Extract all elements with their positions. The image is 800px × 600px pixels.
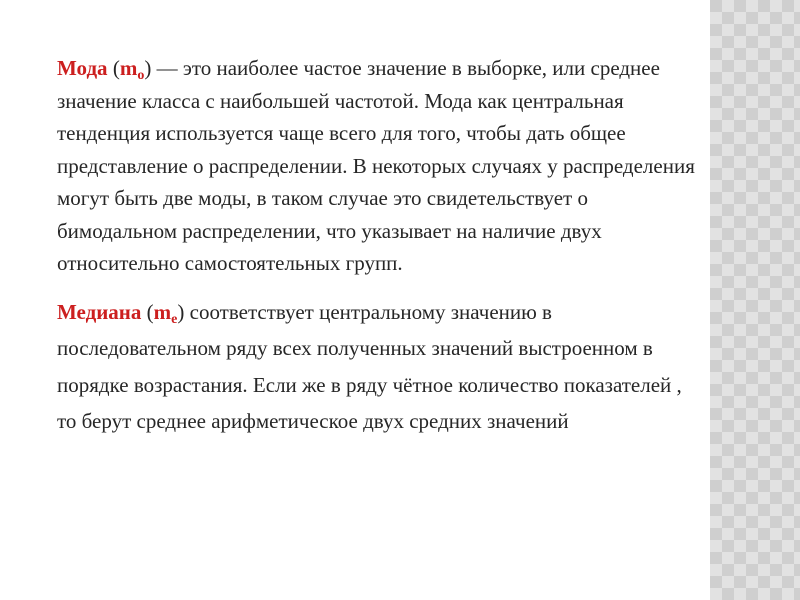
mode-symbol: m [119, 56, 138, 80]
mode-close-paren: ) [144, 56, 152, 80]
mode-subscript: o [137, 68, 145, 83]
median-term: Медиана [57, 299, 142, 324]
median-symbol: m [153, 299, 172, 324]
median-definition-text: соответствует центральному значению в последовательном ряду всех полученных значений выстроенном в порядке возрастания. Если же в ряду чётное количество показателей , то берут среднее арифметическое двух средних значений [57, 299, 682, 433]
decorative-side-pattern [710, 0, 800, 600]
median-paragraph [57, 294, 697, 440]
mode-term: Мода [57, 56, 108, 80]
mode-open-paren: ( [107, 56, 120, 80]
mode-paragraph [57, 52, 697, 280]
median-subscript: e [171, 311, 178, 327]
median-open-paren: ( [141, 299, 154, 324]
mode-definition-text: — это наиболее частое значение в выборке, или среднее значение класса с наибольшей частотой. Мода как центральная тенденция используется чаще всего для того, чтобы дать общее представление о распределении. В некоторых случаях у распределения могут быть две моды, в таком случае это свидетельствует о бимодальном распределении, что указывает на наличие двух относительно самостоятельных групп. [57, 56, 695, 275]
slide-content [57, 52, 697, 440]
median-close-paren: ) [177, 299, 185, 324]
